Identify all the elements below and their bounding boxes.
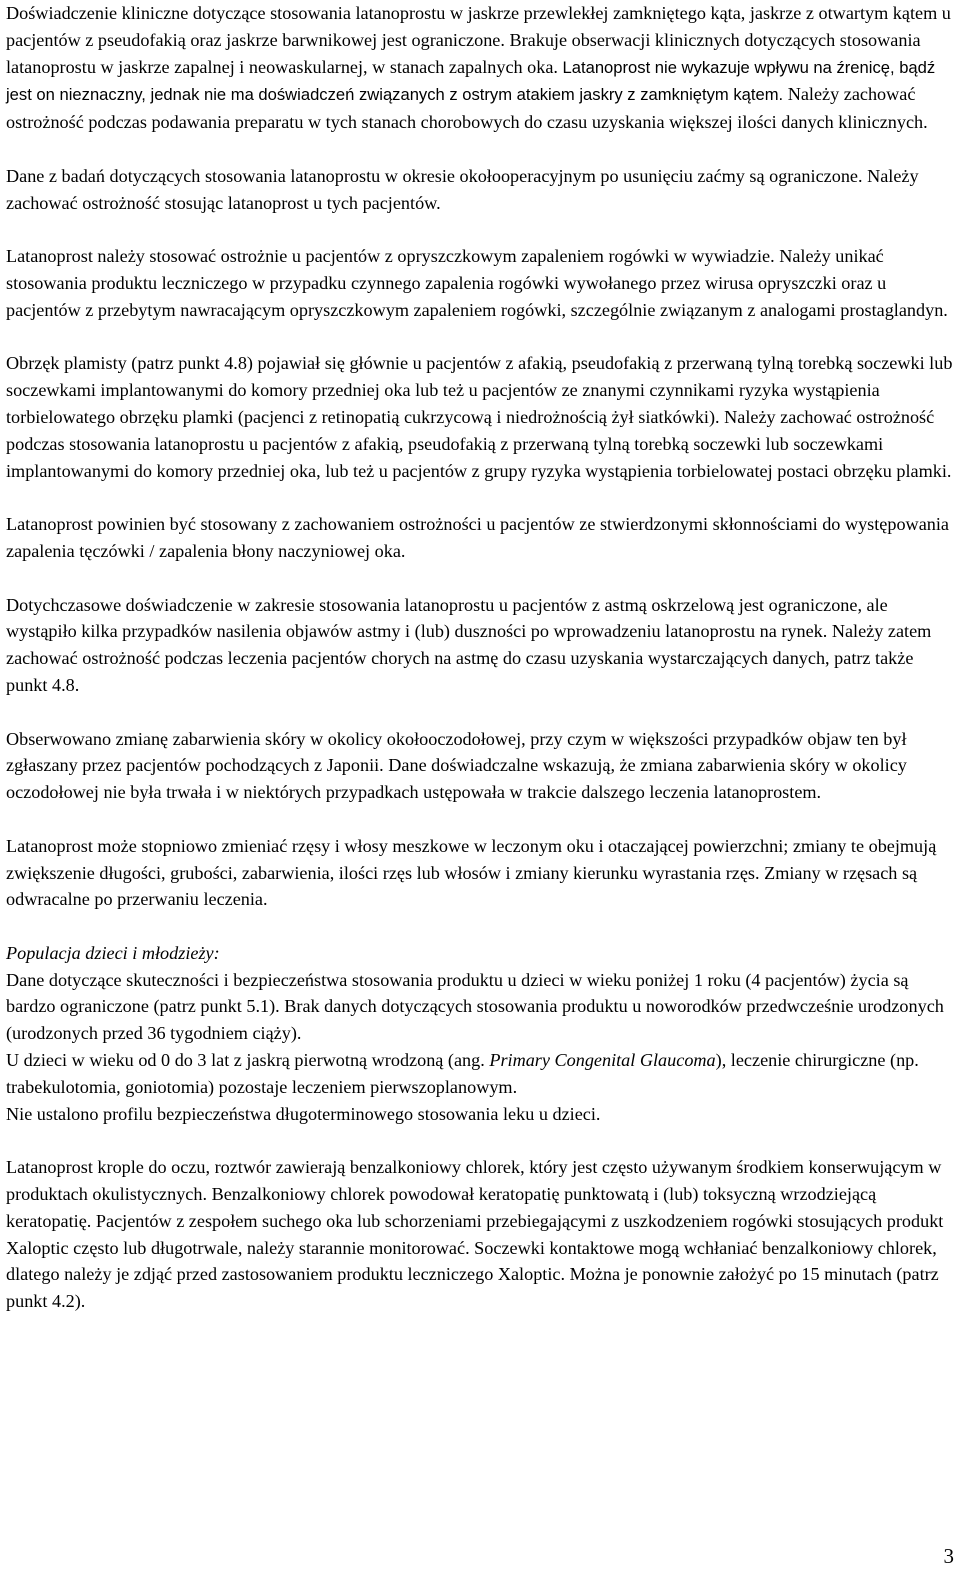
paragraph-iritis-uveitis: Latanoprost powinien być stosowany z zachowaniem ostrożności u pacjentów ze stwierdzonymi skłonnościami do występowania zapalenia tęczówki / zapalenia błony naczyniowej oka. — [6, 514, 949, 561]
paragraph-cataract-surgery: Dane z badań dotyczących stosowania latanoprostu w okresie okołooperacyjnym po usunięciu zaćmy są ograniczone. Należy zachować ostrożność stosując latanoprost u tych pacjentów. — [6, 165, 919, 213]
pediatric-text: U dzieci w wieku od 0 do 3 lat z jaskrą pierwotną wrodzoną (ang. — [6, 1050, 490, 1071]
paragraph-text-sans: Latanoprost nie wykazuje wpływu na źrenicę, bądź jest on nieznaczny, jednak nie ma doświadczeń związanych z ostrym atakiem jaskry z zamkniętym kątem. — [6, 57, 936, 105]
paragraph-asthma: Dotychczasowe doświadczenie w zakresie stosowania latanoprostu u pacjentów z astmą oskrzelową jest ograniczone, ale wystąpiło kilka przypadków nasilenia objawów astmy i (lub) duszności po wprowadzeniu latanoprostu na rynek. Należy zatem zachować ostrożność podczas leczenia pacjentów chorych na astmę do czasu uzyskania wystarczających danych, patrz także punkt 4.8. — [6, 594, 932, 695]
paragraph-herpetic-keratitis: Latanoprost należy stosować ostrożnie u pacjentów z opryszczkowym zapaleniem rogówki w wywiadzie. Należy unikać stosowania produktu leczniczego w przypadku czynnego zapalenia rogówki wywołanego przez wirusa opryszczki oraz u pacjentów z przebytym nawracającym opryszczkowym zapaleniem rogówki, szczególnie związanym z analogami prostaglandyn. — [6, 246, 948, 320]
paragraph-clinical-experience — [6, 0, 958, 136]
paragraph-benzalkonium-chloride: Latanoprost krople do oczu, roztwór zawierają benzalkoniowy chlorek, który jest często używanym środkiem konserwującym w produktach okulistycznych. Benzalkoniowy chlorek powodował keratopatię punktowatą i (lub) toksyczną wrzodziejącą keratopatię. Pacjentów z zespołem suchego oka lub schorzeniami przebiegającymi z uszkodzeniem rogówki stosujących produkt Xaloptic często lub długotrwale, należy starannie monitorować. Soczewki kontaktowe mogą wchłaniać benzalkoniowy chlorek, dlatego należy je zdjąć przed zastosowaniem produktu leczniczego Xaloptic. Można je ponownie założyć po 15 minutach (patrz punkt 4.2). — [6, 1157, 944, 1312]
pediatric-text: Nie ustalono profilu bezpieczeństwa długoterminowego stosowania leku u dzieci. — [6, 1103, 601, 1124]
section-heading-pediatric: Populacja dzieci i młodzieży: — [6, 942, 220, 963]
document-body — [6, 0, 958, 1342]
paragraph-macular-edema: Obrzęk plamisty (patrz punkt 4.8) pojawiał się głównie u pacjentów z afakią, pseudofakią z przerwaną tylną torebką soczewki lub soczewkami implantowanymi do komory przedniej oka lub też u pacjentów ze znanymi czynnikami ryzyka wystąpienia torbielowatego obrzęku plamki (pacjenci z retinopatią cukrzycową i niedrożnością żył siatkówki). Należy zachować ostrożność podczas stosowania latanoprostu u pacjentów z afakią, pseudofakią z przerwaną tylną torebką soczewki lub soczewkami implantowanymi do komory przedniej oka, lub też u pacjentów z grupy ryzyka wystąpienia torbielowatej postaci obrzęku plamki. — [6, 353, 953, 481]
pediatric-text: ), leczenie chirurgiczne (np. trabekulotomia, goniotomia) pozostaje leczeniem pierwszoplanowym. — [6, 1050, 919, 1097]
pediatric-text: Dane dotyczące skuteczności i bezpieczeństwa stosowania produktu u dzieci w wieku poniżej 1 roku (4 pacjentów) życia są bardzo ograniczone (patrz punkt 5.1). Brak danych dotyczących stosowania produktu u noworodków przedwcześnie urodzonych (urodzonych przed 36 tygodniem ciąży). — [6, 969, 944, 1044]
paragraph-text: Należy zachować ostrożność podczas podawania preparatu w tych stanach chorobowych do czasu uzyskania większej ilości danych klinicznych. — [6, 84, 928, 133]
pediatric-term-italic: Primary Congenital Glaucoma — [489, 1050, 716, 1071]
page-number: 3 — [943, 1544, 954, 1568]
paragraph-skin-discoloration: Obserwowano zmianę zabarwienia skóry w okolicy okołooczodołowej, przy czym w większości przypadków objaw ten był zgłaszany przez pacjentów pochodzących z Japonii. Dane doświadczalne wskazują, że zmiana zabarwienia skóry w okolicy oczodołowej nie była trwała i w niektórych przypadkach ustępowała w trakcie dalszego leczenia latanoprostem. — [6, 728, 907, 803]
paragraph-eyelash-changes: Latanoprost może stopniowo zmieniać rzęsy i włosy meszkowe w leczonym oku i otaczającej powierzchni; zmiany te obejmują zwiększenie długości, grubości, zabarwienia, ilości rzęs lub włosów i zmiany kierunku wyrastania rzęs. Zmiany w rzęsach są odwracalne po przerwaniu leczenia. — [6, 835, 937, 910]
section-pediatric-population — [6, 940, 958, 1128]
paragraph-text: Doświadczenie kliniczne dotyczące stosowania latanoprostu w jaskrze przewlekłej zamkniętego kąta, jaskrze z otwartym kątem u pacjentów z pseudofakią oraz jaskrze barwnikowej jest ograniczone. Brakuje obserwacji klinicznych dotyczących stosowania latanoprostu w jaskrze zapalnej i neowaskularnej, w stanach zapalnych oka. — [6, 3, 951, 77]
